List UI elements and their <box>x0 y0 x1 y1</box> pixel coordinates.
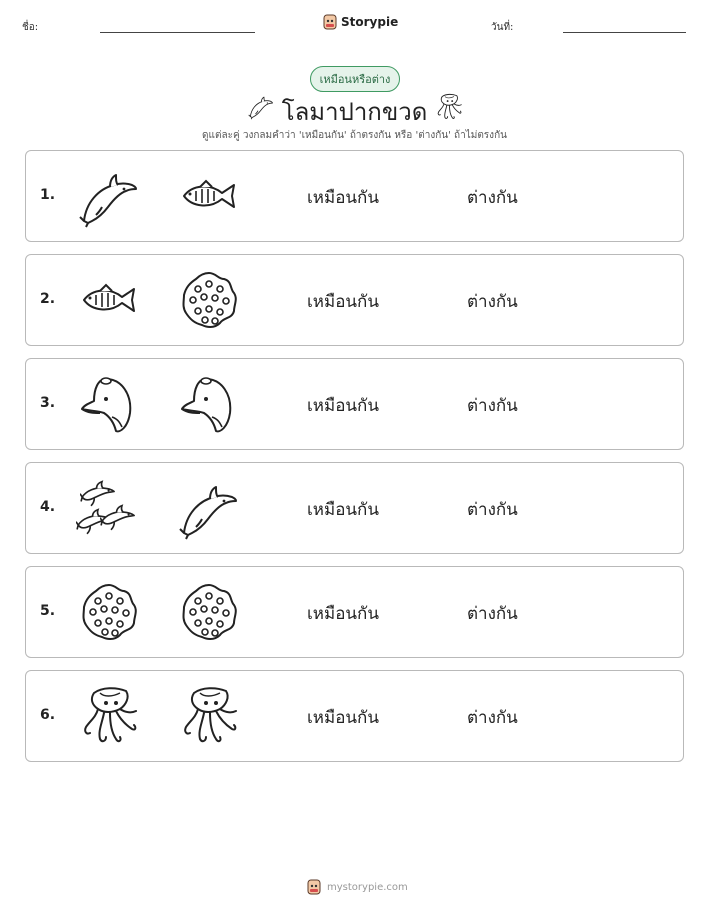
question-number: 5. <box>40 603 56 619</box>
option-same[interactable]: เหมือนกัน <box>307 500 379 520</box>
name-label: ชื่อ: <box>22 22 39 33</box>
question-number: 4. <box>40 499 56 515</box>
option-same[interactable]: เหมือนกัน <box>307 396 379 416</box>
footer-url[interactable]: mystorypie.com <box>327 881 408 893</box>
dolphin-pod-icon <box>76 475 142 541</box>
storypie-mascot-icon <box>323 14 337 30</box>
footer <box>307 879 408 895</box>
sponge-icon <box>176 579 242 645</box>
option-different[interactable]: ต่างกัน <box>467 292 518 312</box>
worksheet-type-badge: เหมือนหรือต่าง <box>310 66 400 92</box>
option-different[interactable]: ต่างกัน <box>467 604 518 624</box>
question-number: 2. <box>40 291 56 307</box>
page-title: โลมาปากขวด <box>281 98 428 126</box>
squid-icon <box>434 92 464 122</box>
option-different[interactable]: ต่างกัน <box>467 708 518 728</box>
question-row <box>25 358 684 450</box>
question-row <box>25 254 684 346</box>
dolphin-icon <box>176 475 242 541</box>
fish-icon <box>176 163 242 229</box>
option-same[interactable]: เหมือนกัน <box>307 292 379 312</box>
instructions: ดูแต่ละคู่ วงกลมคำว่า 'เหมือนกัน' ถ้าตรงกัน หรือ 'ต่างกัน' ถ้าไม่ตรงกัน <box>202 130 507 141</box>
option-same[interactable]: เหมือนกัน <box>307 188 379 208</box>
fish-icon <box>76 267 142 333</box>
dolphin-icon <box>76 163 142 229</box>
squid-icon <box>176 683 242 749</box>
dolphin-head-icon <box>176 371 242 437</box>
question-number: 1. <box>40 187 56 203</box>
question-row <box>25 462 684 554</box>
dolphin-head-icon <box>76 371 142 437</box>
question-row <box>25 150 684 242</box>
date-label: วันที่: <box>491 22 514 33</box>
option-different[interactable]: ต่างกัน <box>467 188 518 208</box>
brand-logo <box>323 14 398 30</box>
option-same[interactable]: เหมือนกัน <box>307 708 379 728</box>
date-line[interactable] <box>563 32 686 33</box>
question-row <box>25 670 684 762</box>
squid-icon <box>76 683 142 749</box>
storypie-mascot-icon <box>307 879 321 895</box>
option-different[interactable]: ต่างกัน <box>467 396 518 416</box>
brand-name: Storypie <box>341 15 399 29</box>
option-same[interactable]: เหมือนกัน <box>307 604 379 624</box>
question-row <box>25 566 684 658</box>
name-line[interactable] <box>100 32 255 33</box>
question-number: 6. <box>40 707 56 723</box>
sponge-icon <box>176 267 242 333</box>
question-number: 3. <box>40 395 56 411</box>
option-different[interactable]: ต่างกัน <box>467 500 518 520</box>
sponge-icon <box>76 579 142 645</box>
